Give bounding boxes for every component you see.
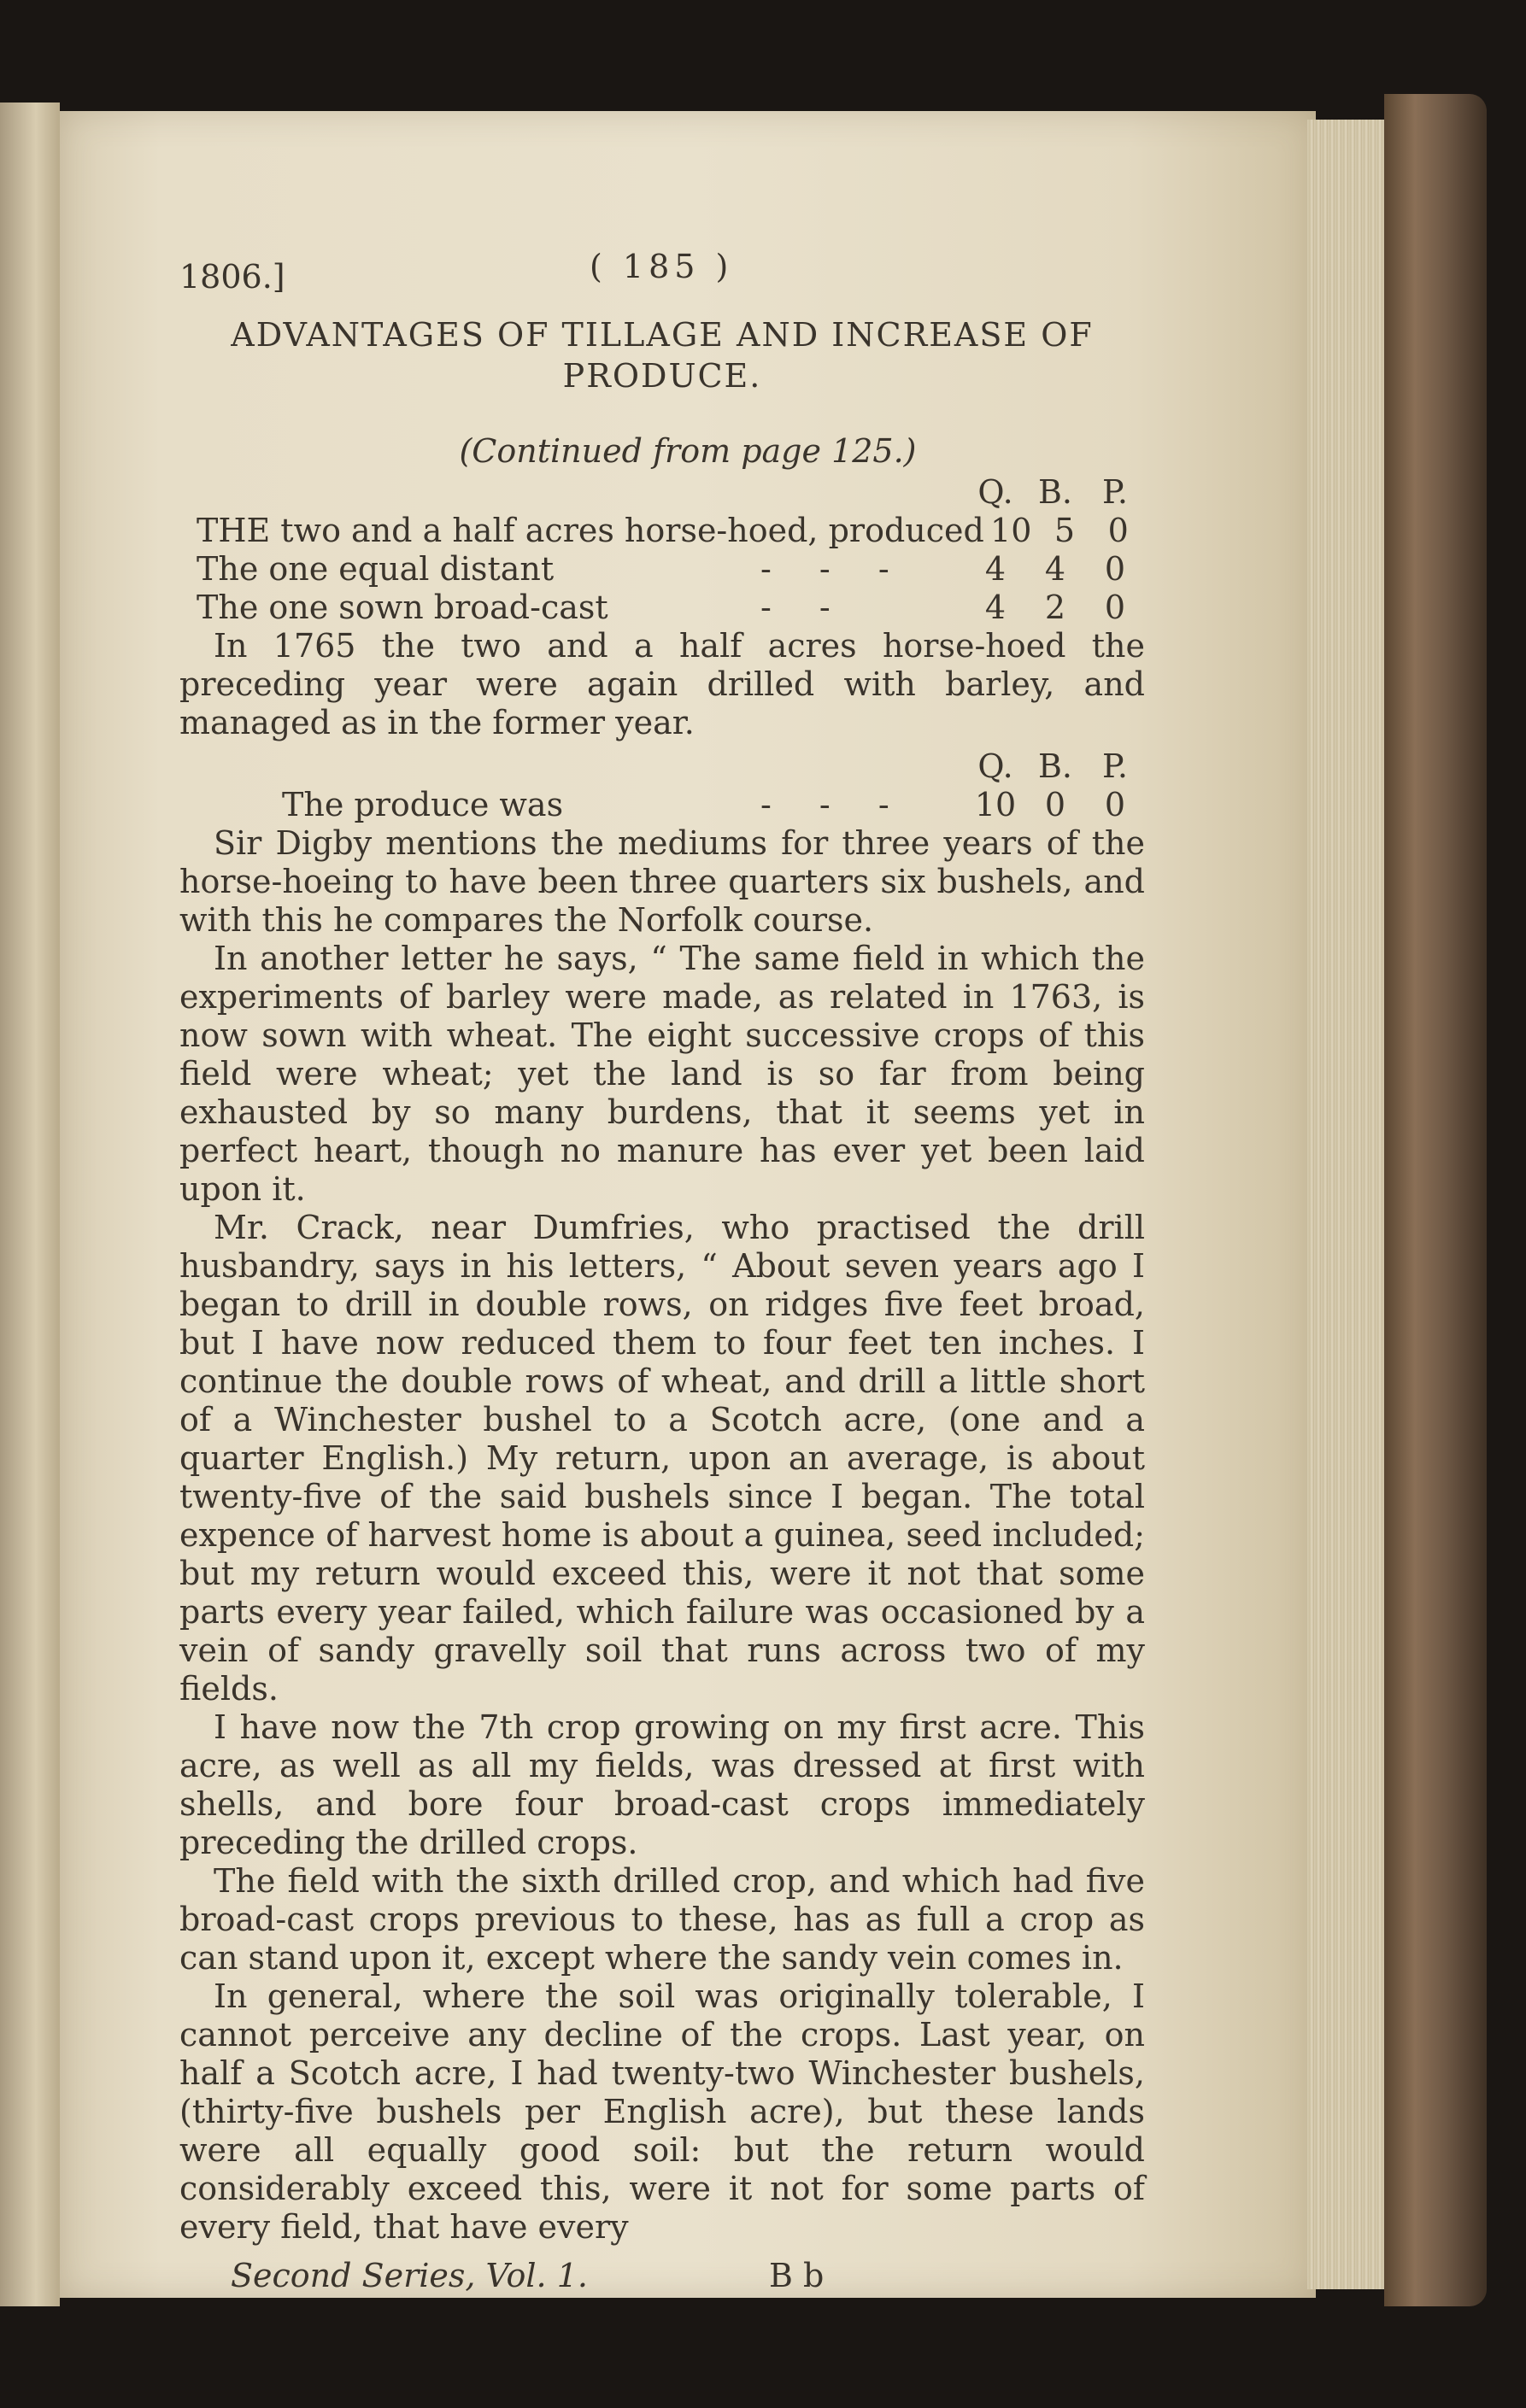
cell-p: 0	[1104, 786, 1126, 823]
cell-b: 5	[1054, 512, 1076, 549]
table-header	[179, 747, 1145, 786]
cell-p: 0	[1104, 550, 1126, 588]
running-head-year: 1806.]	[179, 258, 285, 296]
row-label: THE two and a half acres horse-hoed, produced	[197, 512, 984, 549]
continued-note: (Continued from page 125.)	[459, 432, 917, 470]
running-head	[179, 248, 1145, 308]
page-footer	[179, 2250, 1145, 2301]
cell-p: 0	[1107, 512, 1129, 549]
header-p: P.	[1102, 473, 1128, 511]
cell-q: 10	[974, 786, 1017, 823]
article-title: ADVANTAGES OF TILLAGE AND INCREASE OF PRODUCE.	[231, 316, 1094, 395]
table-row	[179, 550, 1145, 589]
row-label: The one equal distant	[197, 550, 555, 588]
cell-b: 2	[1044, 589, 1066, 626]
paragraph: Mr. Crack, near Dumfries, who practised the drill husbandry, says in his letters, “ About seven years ago I began to drill in double rows, on ridges five feet broad, but I have now reduced them to four feet ten inches. I continue the double rows of wheat, and drill a little short of a Winchester bushel to a Scotch acre, (one and a quarter English.) My return, upon an average, is about twenty-five of the said bushels since I began. The total expence of harvest home is about a guinea, seed included; but my return would exceed this, were it not that some parts every year failed, which failure was occasioned by a vein of sandy gravelly soil that runs across two of my fields.	[179, 1209, 1145, 1708]
paragraph: Sir Digby mentions the mediums for three years of the horse-hoeing to have been three quarters six bushels, and with this he compares the Norfolk course.	[179, 824, 1145, 939]
row-label: The one sown broad-cast	[197, 589, 608, 626]
produce-table-1	[179, 473, 1145, 627]
cell-p: 0	[1104, 589, 1126, 626]
paragraph: The field with the sixth drilled crop, and which had five broad-cast crops previous to these, has as full a crop as can stand upon it, except where the sandy vein comes in.	[179, 1862, 1145, 1977]
series-volume: Second Series, Vol. 1.	[231, 2257, 588, 2294]
cell-q: 4	[984, 589, 1007, 626]
book-cover-edge	[1384, 94, 1487, 2306]
page-fore-edge	[1307, 120, 1393, 2289]
cell-q: 4	[984, 550, 1007, 588]
row-label: The produce was	[282, 786, 564, 823]
table-row	[179, 589, 1145, 627]
paragraph: In general, where the soil was originally tolerable, I cannot perceive any decline of the crops. Last year, on half a Scotch acre, I had twenty-two Winchester bushels, (thirty-five bushels per English acre), but these lands were all equally good soil: but the return would considerably exceed this, were it not for some parts of every field, that have every	[179, 1977, 1145, 2246]
signature-mark: B b	[769, 2257, 825, 2294]
page-number: ( 185 )	[590, 248, 734, 285]
header-q: Q.	[977, 747, 1013, 785]
produce-table-2	[179, 747, 1145, 824]
header-b: B.	[1037, 747, 1072, 785]
page-text	[179, 248, 1145, 2301]
table-row	[179, 786, 1145, 824]
row-dashes: - -	[760, 589, 849, 626]
row-dashes: - - -	[760, 786, 908, 823]
table-row	[179, 512, 1145, 550]
header-q: Q.	[977, 473, 1013, 511]
header-p: P.	[1102, 747, 1128, 785]
facing-page-edge	[0, 103, 60, 2306]
cell-b: 0	[1044, 786, 1066, 823]
cell-b: 4	[1044, 550, 1066, 588]
paragraph: I have now the 7th crop growing on my first acre. This acre, as well as all my fields, was dressed at first with shells, and bore four broad-cast crops immediately preceding the drilled crops.	[179, 1708, 1145, 1861]
table-header	[179, 473, 1145, 512]
row-dashes: - - -	[760, 550, 908, 588]
paragraph: In 1765 the two and a half acres horse-hoed the preceding year were again drilled with barley, and managed as in the former year.	[179, 627, 1145, 741]
cell-q: 10	[990, 512, 1032, 549]
header-b: B.	[1037, 473, 1072, 511]
paragraph: In another letter he says, “ The same field in which the experiments of barley were made, as related in 1763, is now sown with wheat. The eight successive crops of this field were wheat; yet the land is so far from being exhausted by so many burdens, that it seems yet in perfect heart, though no manure has ever yet been laid upon it.	[179, 940, 1145, 1208]
